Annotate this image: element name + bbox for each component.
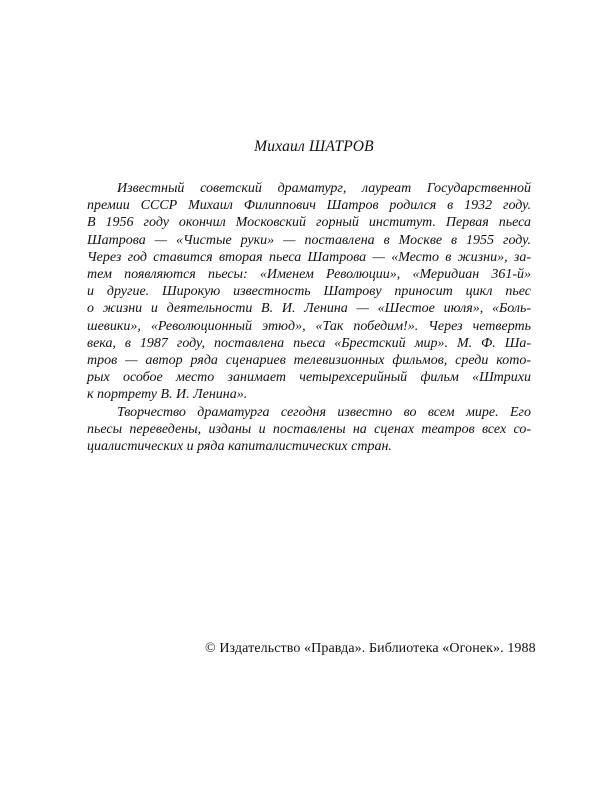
text-line: тров — автор ряда сценариев телевизионных фильмов, среди кото- — [87, 353, 531, 369]
text-line: пьесы переведены, изданы и поставлены на сценах театров всех со- — [87, 421, 531, 437]
text-line: века, в 1987 году, поставлена пьеса «Брестский мир». М. Ф. Ша- — [87, 335, 531, 351]
author-biography — [87, 180, 531, 455]
text-line: тем появляются пьесы: «Именем Революции», «Меридиан 361-й» — [87, 267, 531, 283]
text-line: Через год ставится вторая пьеса Шатрова — «Место в жизни», за- — [87, 249, 531, 265]
text-line: рых особое место занимает четырехсерийный фильм «Штрихи — [87, 370, 531, 386]
text-line: и другие. Широкую известность Шатрову приносит цикл пьес — [87, 284, 531, 300]
biography-paragraph-2 — [87, 404, 531, 456]
text-line: к портрету В. И. Ленина». — [87, 387, 248, 403]
text-line: циалистических и ряда капиталистических стран. — [87, 439, 392, 455]
text-line: Творчество драматурга сегодня известно во всем мире. Его — [117, 404, 531, 420]
author-name: Михаил ШАТРОВ — [254, 138, 374, 155]
text-line: шевики», «Революционный этюд», «Так победим!». Через четверть — [87, 318, 531, 334]
text-line: премии СССР Михаил Филиппович Шатров родился в 1932 году. — [87, 198, 531, 214]
biography-paragraph-1 — [87, 180, 531, 404]
text-line: В 1956 году окончил Московский горный институт. Первая пьеса — [87, 215, 531, 231]
text-line: о жизни и деятельности В. И. Ленина — «Шестое июля», «Боль- — [87, 301, 531, 317]
text-line: Известный советский драматург, лауреат Государственной — [117, 181, 531, 196]
copyright-colophon: © Издательство «Правда». Библиотека «Огонек». 1988 — [205, 641, 536, 656]
text-line: Шатрова — «Чистые руки» — поставлена в Москве в 1955 году. — [87, 232, 531, 248]
